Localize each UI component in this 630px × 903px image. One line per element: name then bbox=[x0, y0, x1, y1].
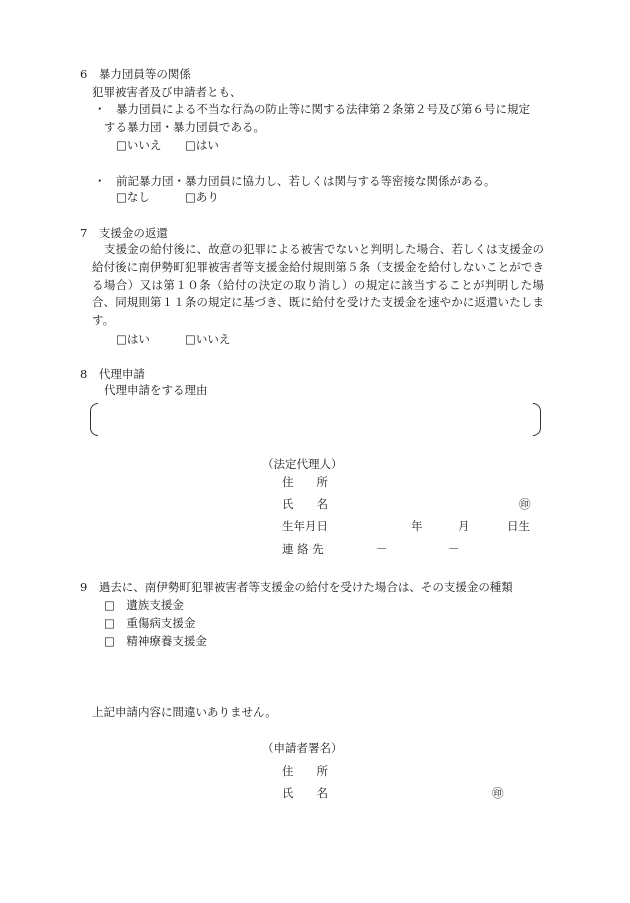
section-9-heading: 9 過去に、南伊勢町犯罪被害者等支援金の給付を受けた場合は、その支援金の種類 bbox=[80, 580, 513, 594]
checkbox-item2-some[interactable]: □あり bbox=[185, 190, 219, 204]
declaration-text: 上記申請内容に間違いありません。 bbox=[92, 705, 277, 719]
agent-contact-label: 連 絡 先 bbox=[282, 542, 324, 556]
agent-address-label: 住 所 bbox=[282, 475, 328, 489]
bullet-1: ・ bbox=[94, 102, 106, 116]
contact-dash-1: － bbox=[376, 542, 388, 556]
checkbox-serious-injury-support[interactable]: □ 重傷病支援金 bbox=[104, 616, 196, 630]
checkbox-bereaved-support[interactable]: □ 遺族支援金 bbox=[104, 598, 184, 612]
dob-year: 年 bbox=[411, 519, 423, 533]
checkbox-return-no[interactable]: □いいえ bbox=[185, 332, 231, 346]
right-bracket bbox=[533, 403, 541, 436]
checkbox-item1-yes[interactable]: □はい bbox=[185, 138, 219, 152]
legal-agent-title: （法定代理人） bbox=[262, 457, 343, 471]
section-6-item1-text: 暴力団員による不当な行為の防止等に関する法律第２条第２号及び第６号に規定 bbox=[116, 102, 530, 116]
checkbox-item1-no[interactable]: □いいえ bbox=[116, 138, 162, 152]
dob-month: 月 bbox=[458, 519, 470, 533]
bullet-2: ・ bbox=[94, 174, 106, 188]
applicant-name-label: 氏 名 bbox=[282, 786, 328, 800]
section-6-item2-text: 前記暴力団・暴力団員に協力し、若しくは関与する等密接な関係がある。 bbox=[116, 174, 496, 188]
agent-name-label: 氏 名 bbox=[282, 497, 328, 511]
section-7-heading: 7 支援金の返還 bbox=[80, 226, 168, 240]
section-7-paragraph: 支援金の給付後に、故意の犯罪による被害でないと判明した場合、若しくは支援金の給付後に南伊勢町犯罪被害者等支援金給付規則第５条（支援金を給付しないことができる場合）又は第１０条（給付の決定の取り消し）の規定に該当することが判明した場合、同規則第１１条の規定に基づき、既に給付を受けた支援金を速やかに返還いたします。 bbox=[92, 242, 544, 328]
applicant-seal: ㊞ bbox=[492, 786, 504, 800]
checkbox-return-yes[interactable]: □はい bbox=[116, 332, 150, 346]
section-6-item1-text-cont: する暴力団・暴力団員である。 bbox=[104, 120, 265, 134]
agent-seal: ㊞ bbox=[519, 497, 531, 511]
applicant-address-label: 住 所 bbox=[282, 764, 328, 778]
proxy-reason-field[interactable] bbox=[90, 403, 541, 436]
agent-dob-label: 生年月日 bbox=[282, 519, 328, 533]
section-6-heading: 6 暴力団員等の関係 bbox=[80, 67, 191, 81]
dob-day: 日生 bbox=[507, 519, 530, 533]
left-bracket bbox=[90, 403, 98, 436]
contact-dash-2: － bbox=[448, 542, 460, 556]
checkbox-item2-none[interactable]: □なし bbox=[116, 190, 150, 204]
section-6-intro: 犯罪被害者及び申請者とも、 bbox=[92, 85, 242, 99]
proxy-reason-label: 代理申請をする理由 bbox=[104, 383, 208, 397]
checkbox-mental-care-support[interactable]: □ 精神療養支援金 bbox=[104, 634, 207, 648]
section-8-heading: 8 代理申請 bbox=[80, 367, 145, 381]
applicant-signature-title: （申請者署名） bbox=[262, 741, 343, 755]
